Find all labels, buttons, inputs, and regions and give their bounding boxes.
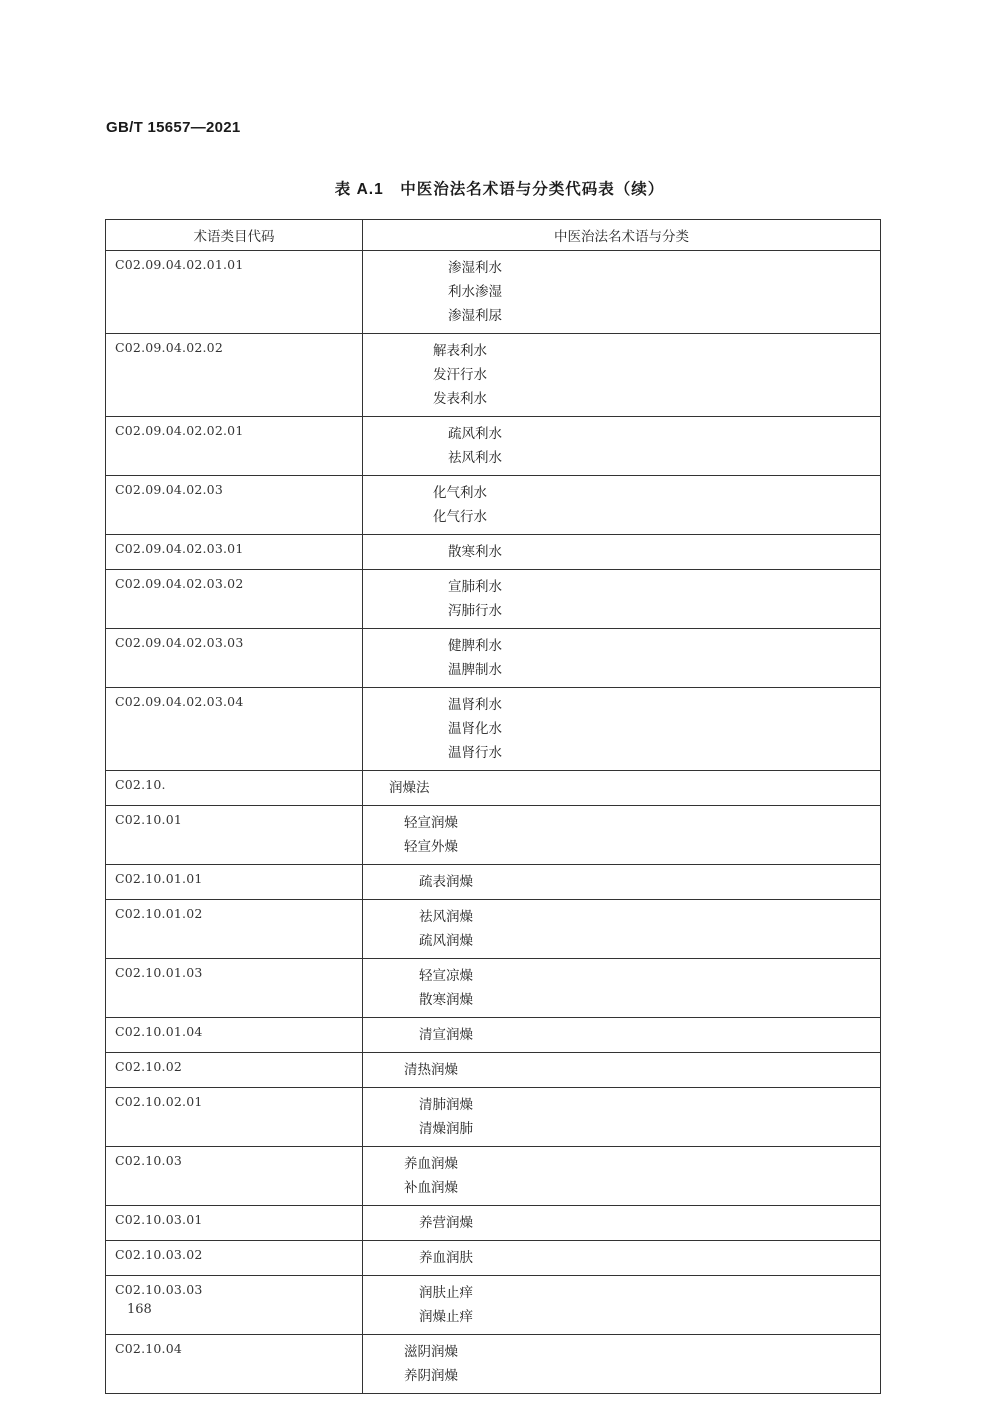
term-text: 疏风利水 (448, 426, 502, 442)
term-cell (363, 1018, 881, 1053)
category-code: C02.10.03.01 (106, 1206, 363, 1241)
term-text: 化气行水 (433, 509, 487, 525)
term-text: 滋阴润燥 (404, 1344, 458, 1360)
category-code: C02.10.03.03 (106, 1276, 363, 1335)
table-title: 表 A.1 中医治法名术语与分类代码表（续） (334, 181, 665, 198)
table-row (106, 535, 881, 570)
table-row (106, 1018, 881, 1053)
category-code: C02.09.04.02.03.03 (106, 629, 363, 688)
term-text: 温脾制水 (448, 662, 502, 678)
term-text: 养血润燥 (404, 1156, 458, 1172)
term-text: 渗湿利尿 (448, 308, 502, 324)
category-code: C02.10.02.01 (106, 1088, 363, 1147)
term-text: 养阴润燥 (404, 1368, 458, 1384)
table-row (106, 688, 881, 771)
table-row (106, 771, 881, 806)
term-text: 泻肺行水 (448, 603, 502, 619)
category-code: C02.09.04.02.03.01 (106, 535, 363, 570)
table-header-row (106, 220, 881, 251)
category-code: C02.10.03 (106, 1147, 363, 1206)
column-header-terms: 中医治法名术语与分类 (363, 220, 881, 251)
term-text: 疏表润燥 (419, 874, 473, 890)
term-cell (363, 1053, 881, 1088)
category-code: C02.09.04.02.03 (106, 476, 363, 535)
term-text: 宣肺利水 (448, 579, 502, 595)
table-row (106, 417, 881, 476)
term-text: 祛风润燥 (419, 909, 473, 925)
term-text: 健脾利水 (448, 638, 502, 654)
term-text: 渗湿利水 (448, 260, 502, 276)
term-text: 温肾利水 (448, 697, 502, 713)
term-cell (363, 1206, 881, 1241)
term-cell (363, 535, 881, 570)
category-code: C02.09.04.02.03.04 (106, 688, 363, 771)
table-row (106, 959, 881, 1018)
term-text: 祛风利水 (448, 450, 502, 466)
table-body (106, 251, 881, 1394)
table-row (106, 806, 881, 865)
category-code: C02.09.04.02.01.01 (106, 251, 363, 334)
term-text: 轻宣凉燥 (419, 968, 473, 984)
term-cell (363, 1088, 881, 1147)
category-code: C02.10.04 (106, 1335, 363, 1394)
term-cell (363, 1335, 881, 1394)
table-row (106, 900, 881, 959)
category-code: C02.10.02 (106, 1053, 363, 1088)
term-text: 化气利水 (433, 485, 487, 501)
table-row (106, 1147, 881, 1206)
table-row (106, 1241, 881, 1276)
category-code: C02.09.04.02.03.02 (106, 570, 363, 629)
category-code: C02.09.04.02.02 (106, 334, 363, 417)
term-text: 润肤止痒 (419, 1285, 473, 1301)
term-text: 轻宣润燥 (404, 815, 458, 831)
term-text: 清肺润燥 (419, 1097, 473, 1113)
term-text: 补血润燥 (404, 1180, 458, 1196)
term-text: 清热润燥 (404, 1062, 458, 1078)
standard-id: GB/T 15657—2021 (106, 119, 241, 136)
term-cell (363, 570, 881, 629)
term-cell (363, 771, 881, 806)
page-number: 168 (127, 1302, 152, 1317)
term-cell (363, 629, 881, 688)
table-row (106, 1088, 881, 1147)
term-text: 发汗行水 (433, 367, 487, 383)
table-row (106, 629, 881, 688)
category-code: C02.10.01.04 (106, 1018, 363, 1053)
term-text: 轻宣外燥 (404, 839, 458, 855)
term-text: 解表利水 (433, 343, 487, 359)
term-text: 散寒利水 (448, 544, 502, 560)
category-code: C02.10.01.01 (106, 865, 363, 900)
category-code: C02.10. (106, 771, 363, 806)
term-text: 散寒润燥 (419, 992, 473, 1008)
term-text: 疏风润燥 (419, 933, 473, 949)
category-code: C02.10.01.03 (106, 959, 363, 1018)
term-text: 清宣润燥 (419, 1027, 473, 1043)
term-cell (363, 806, 881, 865)
column-header-code: 术语类目代码 (106, 220, 363, 251)
term-text: 润燥法 (389, 780, 430, 796)
term-text: 养营润燥 (419, 1215, 473, 1231)
term-cell (363, 1147, 881, 1206)
table-row (106, 1206, 881, 1241)
term-cell (363, 900, 881, 959)
term-cell (363, 959, 881, 1018)
term-text: 清燥润肺 (419, 1121, 473, 1137)
term-cell (363, 865, 881, 900)
category-code: C02.10.01.02 (106, 900, 363, 959)
terminology-table (105, 219, 881, 1394)
category-code: C02.10.01 (106, 806, 363, 865)
table-row (106, 570, 881, 629)
term-text: 润燥止痒 (419, 1309, 473, 1325)
term-cell (363, 1276, 881, 1335)
term-text: 利水渗湿 (448, 284, 502, 300)
table-row (106, 334, 881, 417)
table-row (106, 1276, 881, 1335)
category-code: C02.09.04.02.02.01 (106, 417, 363, 476)
term-cell (363, 417, 881, 476)
table-row (106, 865, 881, 900)
term-text: 发表利水 (433, 391, 487, 407)
term-cell (363, 688, 881, 771)
term-text: 温肾化水 (448, 721, 502, 737)
term-cell (363, 251, 881, 334)
table-row (106, 1053, 881, 1088)
term-text: 温肾行水 (448, 745, 502, 761)
table-row (106, 251, 881, 334)
term-cell (363, 1241, 881, 1276)
table-row (106, 1335, 881, 1394)
term-text: 养血润肤 (419, 1250, 473, 1266)
category-code: C02.10.03.02 (106, 1241, 363, 1276)
table-row (106, 476, 881, 535)
term-cell (363, 476, 881, 535)
term-cell (363, 334, 881, 417)
